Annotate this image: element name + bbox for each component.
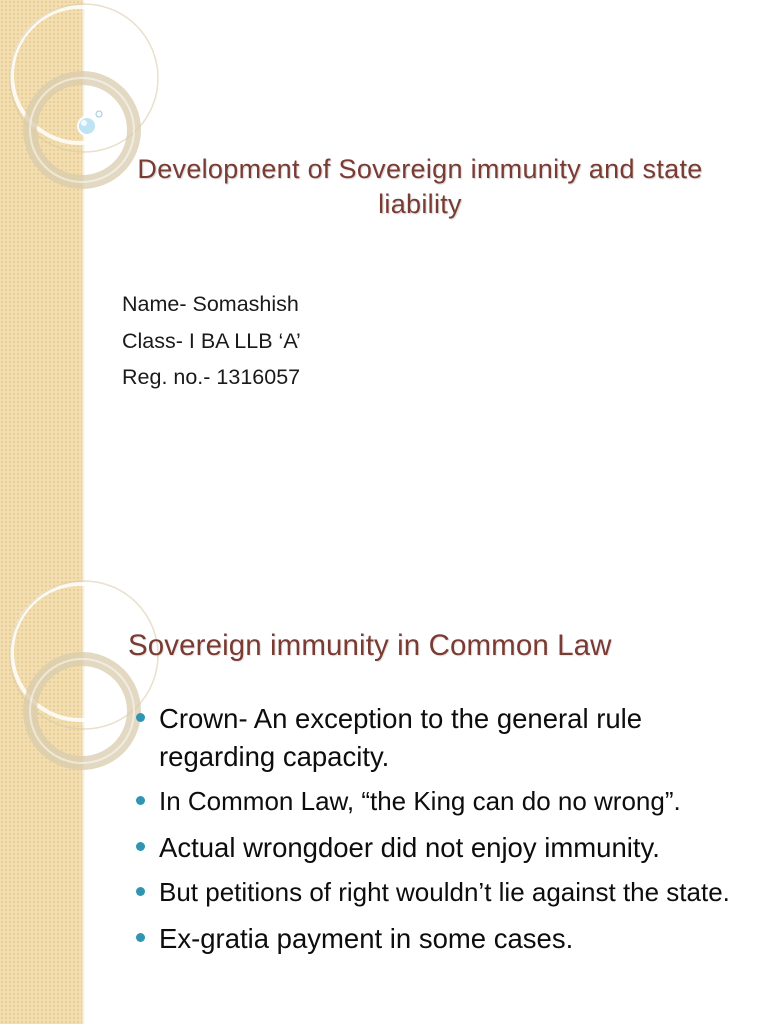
slide-heading: Sovereign immunity in Common Law — [128, 629, 612, 662]
bullet-dot-icon — [136, 796, 145, 805]
bullet-text: But petitions of right wouldn’t lie against the state. — [159, 877, 730, 907]
bullet-item — [130, 874, 750, 912]
slide-common-law — [0, 576, 768, 1024]
bullet-item — [130, 783, 750, 821]
bullet-text: Ex-gratia payment in some cases. — [159, 922, 574, 954]
info-class: Class- I BA LLB ‘A’ — [122, 328, 301, 353]
info-reg-no: Reg. no.- 1316057 — [122, 365, 301, 389]
bullet-text: Actual wrongdoer did not enjoy immunity. — [159, 831, 660, 863]
bullet-text: Crown- An exception to the general rule regarding capacity. — [159, 703, 643, 772]
info-name: Name- Somashish — [122, 292, 299, 316]
bullet-item — [130, 829, 750, 867]
bullet-dot-icon — [136, 933, 145, 942]
student-info — [122, 286, 301, 396]
bullet-dot-icon — [136, 842, 145, 851]
bullet-dot-icon — [136, 713, 145, 722]
slide-title-heading: Development of Sovereign immunity and state liability — [137, 154, 703, 219]
bullet-text: In Common Law, “the King can do no wrong”. — [159, 786, 681, 816]
bullet-item — [130, 700, 750, 775]
bullet-item — [130, 920, 750, 958]
bullet-dot-icon — [136, 887, 145, 896]
bullet-list — [130, 700, 750, 965]
